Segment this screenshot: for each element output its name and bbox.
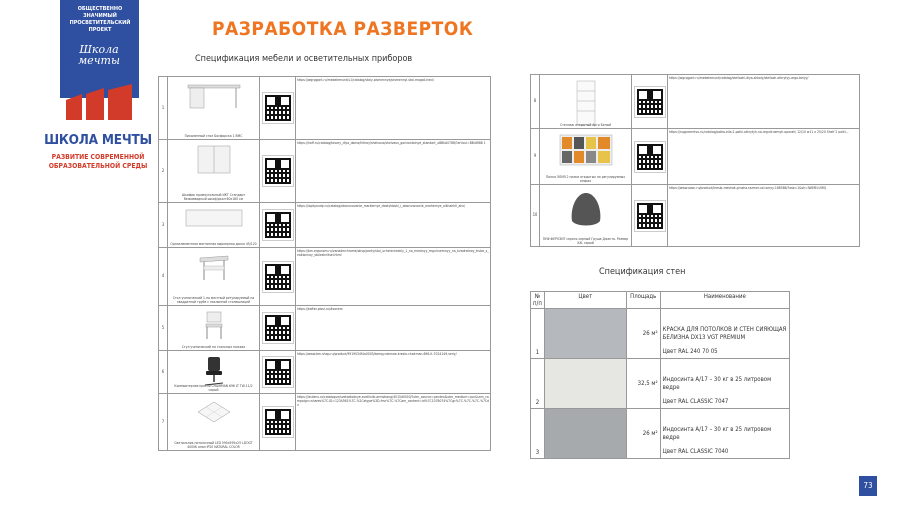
furniture-image-cell bbox=[540, 185, 632, 247]
qr-code-cell bbox=[260, 248, 296, 306]
furniture-item-name: Компьютерное кресло CHAIRMAN 696 LT TW-11/2 серый bbox=[174, 384, 253, 392]
project-label: ОБЩЕСТВЕННО ЗНАЧИМЫЙ ПРОСВЕТИТЕЛЬСКИЙ ПРОЕКТ bbox=[69, 6, 131, 33]
furniture-chair-icon bbox=[199, 310, 229, 341]
furniture-row-num: 10 bbox=[531, 185, 540, 247]
qr-code-icon bbox=[635, 142, 665, 172]
furniture-link[interactable]: https://rugpromrtvu.ru/catalog/polka-elia-2-polki-otkrytyh-na-reguliruemyh-oporah/ 12/10 w11 x 25/20 Shelf 2 polki... bbox=[668, 129, 860, 185]
furniture-row-num: 9 bbox=[531, 129, 540, 185]
wall-color-swatch bbox=[544, 409, 626, 459]
furniture-shelf-icon bbox=[574, 79, 598, 128]
walls-row-num: 2 bbox=[531, 359, 545, 409]
furniture-image-cell bbox=[168, 351, 260, 394]
wall-color-swatch bbox=[544, 309, 626, 359]
walls-header-name: Наименование bbox=[660, 292, 789, 309]
wall-area: 26 м² bbox=[626, 309, 660, 359]
wall-color-swatch bbox=[544, 359, 626, 409]
furniture-item-name: ПУФ ФЕРОЗИТ серого-черный Груша Джеста. Размер XXL серый bbox=[542, 237, 629, 245]
qr-code-cell bbox=[260, 351, 296, 394]
furniture-row-num: 2 bbox=[159, 140, 168, 203]
furniture-link[interactable]: https://leuteru.ru/catalogue/svetodiodnye-svetilniki-armstrong/4015d0003/?utm_source=yandex&utm_medium=cpc&utm_campaign=shares%7C-ID=1234561%7C-%2Cetype%3D-fmc%7C-%7Cam_content=id%7C1078074%7Cgc%7C-%7C-%7C-%7Cdv bbox=[296, 394, 491, 451]
walls-row-num: 3 bbox=[531, 409, 545, 459]
furniture-desk-icon bbox=[186, 81, 242, 110]
wall-name-line1: Индосинта А/17 – 30 кг в 25 литровом ведре bbox=[662, 376, 772, 391]
furniture-board-icon bbox=[184, 207, 244, 230]
furniture-item-name: Полка ЭЛИЯ 2 полки открытых на регулируемых опорах bbox=[545, 175, 625, 183]
wall-name-line2: Цвет RAL CLASSIC 7047 bbox=[662, 398, 729, 405]
qr-code-cell bbox=[632, 185, 668, 247]
furniture-row bbox=[531, 185, 860, 247]
walls-row bbox=[531, 359, 790, 409]
furniture-row-num: 8 bbox=[531, 75, 540, 129]
qr-code-cell bbox=[632, 129, 668, 185]
furniture-item-name: Стол ученический 1-но местный регулируемый на квадратной трубе с наклонной столешницей bbox=[172, 296, 255, 304]
furniture-row bbox=[159, 394, 491, 451]
wall-name-line1: КРАСКА ДЛЯ ПОТОЛКОВ И СТЕН СИЯЮЩАЯ БЕЛИЗНА DX13 VGT PREMIUM bbox=[662, 326, 787, 341]
page-number: 73 bbox=[859, 476, 877, 496]
qr-code-cell bbox=[260, 203, 296, 248]
furniture-row bbox=[159, 77, 491, 140]
furniture-row-num: 4 bbox=[159, 248, 168, 306]
qr-code-icon bbox=[263, 262, 293, 292]
wall-area: 26 м² bbox=[626, 409, 660, 459]
furniture-row-num: 3 bbox=[159, 203, 168, 248]
furniture-spec-title: Спецификация мебели и осветительных приборов bbox=[195, 54, 413, 64]
wall-name-line2: Цвет RAL CLASSIC 7040 bbox=[662, 448, 729, 455]
furniture-item-name: Шкафик прямоугольный ИКТ Стандарт бежиевидный шкаф/дкол 60х180 см bbox=[181, 193, 246, 201]
wall-name bbox=[660, 359, 789, 409]
qr-code-cell bbox=[260, 140, 296, 203]
brand-logo-card bbox=[60, 0, 139, 120]
furniture-row-num: 7 bbox=[159, 394, 168, 451]
furniture-school-desk-icon bbox=[194, 252, 234, 283]
walls-row bbox=[531, 309, 790, 359]
furniture-row-num: 1 bbox=[159, 77, 168, 140]
furniture-image-cell bbox=[168, 306, 260, 351]
qr-code-icon bbox=[635, 201, 665, 231]
furniture-table-right bbox=[530, 74, 860, 247]
furniture-beanbag-icon bbox=[566, 189, 606, 230]
furniture-bookcase-icon bbox=[558, 133, 614, 168]
furniture-row bbox=[159, 306, 491, 351]
furniture-link[interactable]: https://hoff.ru/catalog/tovary_dlya_doma/hitiroy/shelvaus/shelvaus_gorizontalnye_standart_uBBkA0788/?articul=BB4W88 1 bbox=[296, 140, 491, 203]
wall-name bbox=[660, 409, 789, 459]
qr-code-icon bbox=[263, 156, 293, 186]
qr-code-cell bbox=[260, 394, 296, 451]
furniture-row-num: 6 bbox=[159, 351, 168, 394]
brand-title: ШКОЛА МЕЧТЫ bbox=[44, 132, 152, 148]
furniture-image-cell bbox=[540, 129, 632, 185]
furniture-link[interactable]: https://wgrpgpnt.ru/mebelemunt/u1/catalog/stoly-pismennye/pismennyi-stol-mogali-hexi/ bbox=[296, 77, 491, 140]
qr-code-icon bbox=[635, 87, 665, 117]
brand-subtitle: РАЗВИТИЕ СОВРЕМЕННОЙ ОБРАЗОВАТЕЛЬНОЙ СРЕДЫ bbox=[48, 153, 148, 170]
furniture-link[interactable]: https://www.ozon.ru/product/kreslo-meshok-grusha-razmer-xxl-seryy-168586/?asb=1&sh=IWIMEcUIRQ bbox=[668, 185, 860, 247]
qr-code-cell bbox=[260, 306, 296, 351]
walls-header-color: Цвет bbox=[544, 292, 626, 309]
furniture-image-cell bbox=[168, 394, 260, 451]
furniture-item-name: Стеллаж открытый Арго Белый bbox=[559, 123, 611, 127]
furniture-link[interactable]: https://www.bm-shop.ru/product/9919034f4a0003/kompyuternoe-kreslo-chairman-696-lt-7024149-seriy/ bbox=[296, 351, 491, 394]
furniture-image-cell bbox=[168, 140, 260, 203]
logo-wordmark: Школа мечты bbox=[78, 43, 120, 67]
furniture-row bbox=[159, 203, 491, 248]
wall-name-line1: Индосинта А/17 – 30 кг в 25 литровом ведре bbox=[662, 426, 772, 441]
wall-name bbox=[660, 309, 789, 359]
walls-header-area: Площадь bbox=[626, 292, 660, 309]
wall-name-line2: Цвет RAL 240 70 05 bbox=[662, 348, 718, 355]
furniture-link[interactable]: https://kafter-plosi.ru/#saverx bbox=[296, 306, 491, 351]
qr-code-cell bbox=[632, 75, 668, 129]
furniture-image-cell bbox=[168, 248, 260, 306]
furniture-link[interactable]: https://bm-ergonom.ru/vanadmchrome/okvp/party/stol_uchenicheskiy_1_no_mestnyy_regulruemnyy_na_kvadratnoy_trube_s_naklonnoy_stoleshnitsei.html bbox=[296, 248, 491, 306]
walls-header-num: № п/п bbox=[531, 292, 545, 309]
furniture-row bbox=[531, 75, 860, 129]
wall-spec-title: Спецификация стен bbox=[599, 267, 686, 277]
furniture-row bbox=[159, 351, 491, 394]
qr-code-cell bbox=[260, 77, 296, 140]
furniture-cabinet-icon bbox=[194, 144, 234, 175]
furniture-link[interactable]: https://wgrpgpnt.ru/mebelemunt/catalog/stellazhi-dlya-shkoly/stellazh-otkrytyy-argo-belyy/ bbox=[668, 75, 860, 129]
furniture-item-name: Стул ученический на стальных ножках bbox=[181, 345, 246, 349]
wall-area: 32,5 м² bbox=[626, 359, 660, 409]
logo-bars-icon bbox=[60, 80, 139, 120]
furniture-row bbox=[159, 140, 491, 203]
qr-code-icon bbox=[263, 313, 293, 343]
furniture-item-name: Светильник потолочный LED 595х595х25 LDOGT 4000K опал IP20 NATURAL COLOR bbox=[174, 441, 253, 449]
qr-code-icon bbox=[263, 357, 293, 387]
walls-table bbox=[530, 291, 790, 459]
walls-row-num: 1 bbox=[531, 309, 545, 359]
walls-header-row bbox=[531, 292, 790, 309]
furniture-image-cell bbox=[168, 77, 260, 140]
furniture-lamp-icon bbox=[194, 398, 234, 429]
furniture-image-cell bbox=[540, 75, 632, 129]
qr-code-icon bbox=[263, 93, 293, 123]
furniture-link[interactable]: https://iapkyoudp.ru/catalog/oborunovanie_markernye_doski/doski_i_oborunovanie_markernye_olkhakh0_ahx/ bbox=[296, 203, 491, 248]
furniture-item-name: Письменный стол Босфорска 1 ВМС bbox=[184, 134, 243, 138]
page-title: РАЗРАБОТКА РАЗВЕРТОК bbox=[212, 18, 474, 40]
qr-code-icon bbox=[263, 407, 293, 437]
walls-row bbox=[531, 409, 790, 459]
furniture-row bbox=[159, 248, 491, 306]
furniture-image-cell bbox=[168, 203, 260, 248]
furniture-row bbox=[531, 129, 860, 185]
furniture-table-left bbox=[158, 76, 491, 451]
qr-code-icon bbox=[263, 210, 293, 240]
furniture-row-num: 5 bbox=[159, 306, 168, 351]
furniture-item-name: Одноэлементная магнитная маркерная доска 45/120 bbox=[170, 242, 257, 246]
